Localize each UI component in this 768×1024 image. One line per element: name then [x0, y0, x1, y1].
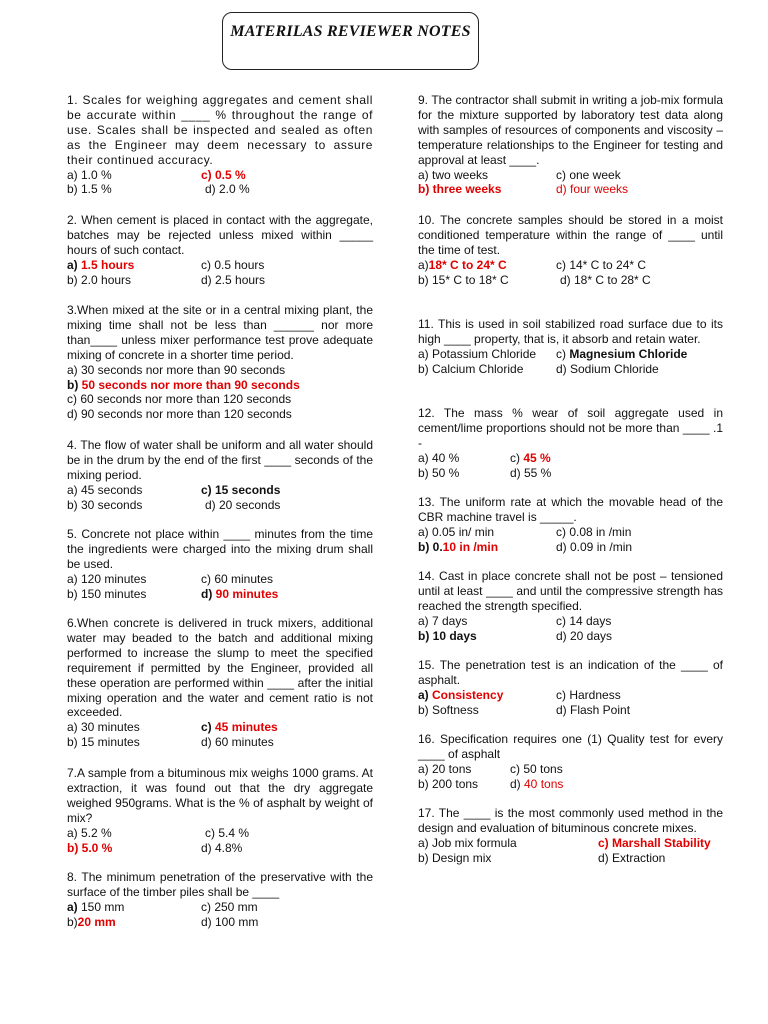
option-a: a) Job mix formula	[418, 835, 517, 850]
question-2	[67, 213, 373, 303]
option-d-answer: d) 90 minutes	[201, 586, 279, 601]
option-d: d) Flash Point	[556, 702, 631, 717]
option-c-answer: c) Magnesium Chloride	[556, 346, 688, 361]
option-c: c) 14 days	[556, 613, 612, 628]
option-c: c) 60 minutes	[201, 571, 274, 586]
question-text: 12. The mass % wear of soil aggregate used in cement/lime proportions should not be more than ____ .1 -	[418, 406, 723, 450]
question-text: 10. The concrete samples should be stored in a moist conditioned temperature within the range of ____ until the time of test.	[418, 213, 723, 257]
option-c: c) 250 mm	[201, 899, 258, 914]
option-a: a) 1.0 %	[67, 167, 112, 182]
option-b: b) 15 minutes	[67, 735, 140, 750]
question-3	[67, 303, 373, 438]
question-text: 7.A sample from a bituminous mix weighs 1000 grams. At extraction, it was found out that the dry aggregate weighed 950grams. What is the % of asphalt by weight of mix?	[67, 766, 373, 825]
option-a: a) 150 mm	[67, 899, 125, 914]
option-b: b) 200 tons	[418, 776, 479, 791]
option-d: d) 100 mm	[201, 914, 259, 929]
option-c: c) 60 seconds nor more than 120 seconds	[67, 392, 292, 407]
option-b: b) 1.5 %	[67, 182, 112, 197]
right-column	[418, 93, 723, 866]
question-text: 2. When cement is placed in contact with the aggregate, batches may be rejected unless mixed within _____ hours of such contact.	[67, 213, 373, 257]
question-text: 13. The uniform rate at which the movable head of the CBR machine travel is _____.	[418, 495, 723, 524]
page-title: MATERILAS REVIEWER NOTES	[230, 23, 471, 40]
option-b: b) 50 %	[418, 465, 460, 480]
question-text: 14. Cast in place concrete shall not be post – tensioned until at least ____ and until the compressive strength has reached the strength specified.	[418, 569, 723, 613]
option-a: a) 7 days	[418, 613, 468, 628]
question-text: 3.When mixed at the site or in a central mixing plant, the mixing time shall not be less than ______ nor more than____ unless mixer performance test prove adequate mixing of concrete in a shorter time period.	[67, 303, 373, 362]
option-c-answer: c) 0.5 %	[201, 167, 246, 182]
option-a: a) 40 %	[418, 450, 460, 465]
question-13	[418, 495, 723, 569]
question-text: 6.When concrete is delivered in truck mixers, additional water may beaded to the batch and additional mixing performed to increase the slump to meet the specified requirement if permitted by the Engineer, provided all these operation are performed within ____ after the initial mixing operation and the water and cement ratio is not exceeded.	[67, 616, 373, 720]
option-a: a) 45 seconds	[67, 482, 143, 497]
question-5	[67, 527, 373, 616]
question-10	[418, 213, 723, 317]
option-b: b) Calcium Chloride	[418, 361, 524, 376]
option-a: a) 20 tons	[418, 761, 472, 776]
question-text: 16. Specification requires one (1) Quality test for every ____ of asphalt	[418, 732, 723, 761]
option-d: d) 0.09 in /min	[556, 539, 633, 554]
option-b: b) 2.0 hours	[67, 272, 132, 287]
question-text: 11. This is used in soil stabilized road surface due to its high ____ property, that is, it absorb and retain water.	[418, 317, 723, 346]
option-d: d) Sodium Chloride	[556, 361, 659, 376]
option-b: b) 15* C to 18* C	[418, 272, 509, 287]
option-c: c) 50 tons	[510, 761, 563, 776]
question-8	[67, 870, 373, 930]
option-a: a) 0.05 in/ min	[418, 524, 495, 539]
option-d: d) 18* C to 28* C	[560, 272, 651, 287]
option-b-answer: b) 10 days	[418, 628, 477, 643]
option-c-answer: c) 45 %	[510, 450, 551, 465]
question-text: 8. The minimum penetration of the preservative with the surface of the timber piles shall be ____	[67, 870, 373, 899]
question-4	[67, 438, 373, 527]
question-16	[418, 732, 723, 806]
option-a: a) 5.2 %	[67, 825, 112, 840]
option-b: b) 30 seconds	[67, 497, 143, 512]
option-d: d) 55 %	[510, 465, 552, 480]
question-text: 17. The ____ is the most commonly used method in the design and evaluation of bituminous concrete mixes.	[418, 806, 723, 835]
option-a-answer: a)18* C to 24* C	[418, 257, 507, 272]
option-c: c) 5.4 %	[205, 825, 250, 840]
option-b-answer: b)20 mm	[67, 914, 116, 929]
option-d: d) 4.8%	[201, 840, 243, 855]
question-12	[418, 406, 723, 495]
question-11	[418, 317, 723, 406]
option-c-answer: c) Marshall Stability	[598, 835, 711, 850]
option-b-answer: b) 0.10 in /min	[418, 539, 499, 554]
option-c-answer: c) 15 seconds	[201, 482, 281, 497]
left-column	[67, 93, 373, 930]
question-7	[67, 766, 373, 870]
option-d: d) 2.0 %	[205, 182, 250, 197]
question-15	[418, 658, 723, 732]
question-text: 5. Concrete not place within ____ minutes from the time the ingredients were charged into the mixing drum shall be used.	[67, 527, 373, 571]
option-d: d) four weeks	[556, 182, 629, 197]
option-b: b) 150 minutes	[67, 586, 147, 601]
question-17	[418, 806, 723, 866]
option-b-answer: b) three weeks	[418, 182, 502, 197]
question-text: 4. The flow of water shall be uniform and all water should be in the drum by the end of the first ____ seconds of the mixing period.	[67, 438, 373, 482]
option-d: d) 20 days	[556, 628, 613, 643]
option-a-answer: a) Consistency	[418, 687, 504, 702]
option-c: c) one week	[556, 167, 621, 182]
option-d: d) Extraction	[598, 850, 666, 865]
option-c-answer: c) 45 minutes	[201, 720, 278, 735]
option-b-answer: b) 5.0 %	[67, 840, 113, 855]
question-14	[418, 569, 723, 658]
option-a: a) two weeks	[418, 167, 489, 182]
question-text: 1. Scales for weighing aggregates and cement shall be accurate within ____ % throughout the range of use. Scales shall be inspected and sealed as often as the Engineer may deem necessary to assure their continued accuracy.	[67, 93, 373, 167]
option-b-answer: b) 50 seconds nor more than 90 seconds	[67, 377, 300, 392]
option-d: d) 60 minutes	[201, 735, 274, 750]
option-a: a) 30 minutes	[67, 720, 140, 735]
option-d: d) 2.5 hours	[201, 272, 266, 287]
option-a: a) 120 minutes	[67, 571, 147, 586]
option-b: b) Design mix	[418, 850, 492, 865]
option-d: d) 20 seconds	[205, 497, 281, 512]
title-box	[222, 12, 479, 70]
question-text: 15. The penetration test is an indication of the ____ of asphalt.	[418, 658, 723, 687]
question-text: 9. The contractor shall submit in writing a job-mix formula for the mixture supported by laboratory test data along with samples of resources of components and viscosity – temperature relationships to the Engineer for testing and approval at least ____.	[418, 93, 723, 167]
option-c: c) 0.5 hours	[201, 257, 265, 272]
option-b: b) Softness	[418, 702, 479, 717]
option-a: a) Potassium Chloride	[418, 346, 537, 361]
question-6	[67, 616, 373, 766]
option-a: a) 30 seconds nor more than 90 seconds	[67, 362, 286, 377]
option-c: c) 0.08 in /min	[556, 524, 632, 539]
option-d-answer: d) 40 tons	[510, 776, 564, 791]
option-d: d) 90 seconds nor more than 120 seconds	[67, 407, 292, 422]
question-1	[67, 93, 373, 213]
option-c: c) Hardness	[556, 687, 621, 702]
option-a-answer: a) 1.5 hours	[67, 257, 135, 272]
option-c: c) 14* C to 24* C	[556, 257, 647, 272]
question-9	[418, 93, 723, 213]
